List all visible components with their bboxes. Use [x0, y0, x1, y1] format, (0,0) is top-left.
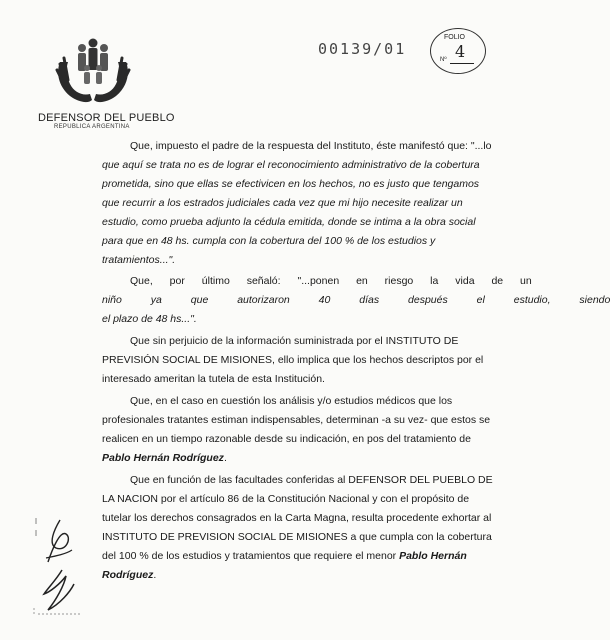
person-surname: Rodríguez [102, 569, 154, 581]
org-country: REPUBLICA ARGENTINA [54, 124, 130, 130]
p1-line: estudio, como prueba adjunto la cédula emitida, donde se intima a la obra social [102, 216, 476, 228]
p1-line: tratamientos...". [102, 254, 176, 266]
folio-no-label: Nº [440, 57, 447, 63]
p5-period: . [153, 569, 157, 581]
folio-stamp [430, 28, 486, 74]
p1-line: para que en 48 hs. cumpla con la cobertura del 100 % de los estudios y [102, 235, 436, 247]
p2-line: Que, por último señaló: "...ponen en riesgo la vida de un [130, 275, 532, 287]
p1-line: que aquí se trata no es de lograr el reconocimiento administrativo de la cobertura [102, 159, 480, 171]
p2-line: niño ya que autorizaron 40 días después el estudio, siendo [102, 294, 610, 306]
p1-line: que recurrir a los estrados judiciales cada vez que mi hijo necesite realizar un [102, 197, 463, 209]
person-name: Pablo Hernán [399, 550, 467, 562]
institution-logo [52, 34, 134, 108]
p4-line: Que, en el caso en cuestión los análisis y/o estudios médicos que los [130, 395, 453, 407]
p5-text: del 100 % de los estudios y tratamientos que requiere el menor [102, 550, 397, 562]
folio-underline [450, 63, 474, 64]
document-number: 00139/01 [318, 40, 407, 58]
p5-line: INSTITUTO DE PREVISION SOCIAL DE MISIONES a que cumpla con la cobertura [102, 531, 492, 543]
p5-line: Que en función de las facultades conferidas al DEFENSOR DEL PUEBLO DE [130, 474, 493, 486]
p5-line-with-name [102, 550, 467, 563]
p3-line: Que sin perjuicio de la información suministrada por el INSTITUTO DE [130, 335, 459, 347]
p5-line: LA NACION por el artículo 86 de la Constitución Nacional y con el propósito de [102, 493, 470, 505]
p4-line: realicen en un tiempo razonable desde su indicación, en pos del tratamiento de [102, 433, 471, 445]
p4-last-line [102, 452, 227, 465]
person-name: Pablo Hernán Rodríguez [102, 452, 224, 464]
p2-line: el plazo de 48 hs...". [102, 313, 197, 325]
folio-number: 4 [455, 42, 466, 61]
folio-label: FOLIO [444, 34, 466, 41]
margin-initials-signature [26, 510, 86, 620]
p4-period: . [223, 452, 227, 464]
p5-line: tutelar los derechos consagrados en la Carta Magna, resulta procedente exhortar al [102, 512, 492, 524]
p5-last-line [102, 569, 156, 582]
p1-line: prometida, sino que ellas se efectivicen en los hechos, no es justo que tengamos [102, 178, 480, 190]
p1-line: Que, impuesto el padre de la respuesta del Instituto, éste manifestó que: "...lo [130, 140, 492, 152]
p3-line: interesado ameritan la tutela de esta Institución. [102, 373, 325, 385]
p4-line: profesionales tratantes estiman indispensables, determinan -a su vez- que estos se [102, 414, 491, 426]
p3-line: PREVISIÓN SOCIAL DE MISIONES, ello implica que los hechos descriptos por el [102, 354, 484, 366]
org-name: DEFENSOR DEL PUEBLO [38, 112, 175, 124]
